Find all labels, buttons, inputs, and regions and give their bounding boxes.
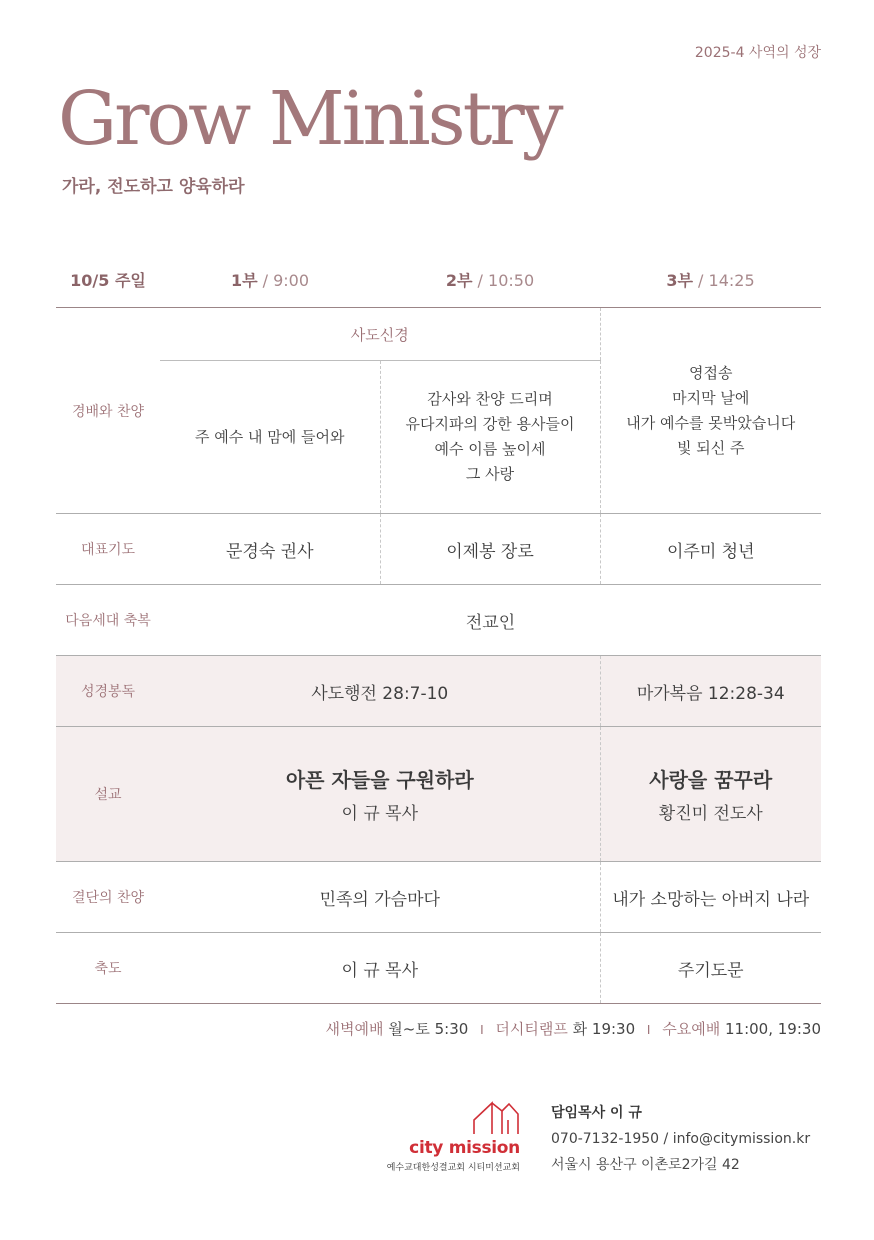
service-name: 새벽예배 (325, 1020, 384, 1038)
page-title: Grow Ministry (58, 76, 561, 162)
reading-s12: 사도행전 28:7-10 (160, 656, 600, 727)
worship-label: 경배와 찬양 (56, 308, 160, 514)
reading-s3: 마가복음 12:28-34 (600, 656, 821, 727)
response-s3: 내가 소망하는 아버지 나라 (600, 862, 821, 933)
response-label: 결단의 찬양 (56, 862, 160, 933)
page-subtitle: 가라, 전도하고 양육하라 (62, 177, 245, 197)
response-row (56, 862, 821, 933)
logo-subtitle: 예수교대한성결교회 시티미션교회 (386, 1163, 520, 1173)
church-building-icon (472, 1100, 524, 1136)
prayer-label: 대표기도 (56, 514, 160, 585)
sermon-title: 사랑을 꿈꾸라 (649, 768, 773, 792)
other-services (326, 1018, 821, 1039)
header-service-3: 3부 / 14:25 (600, 252, 821, 308)
header-service-1: 1부 / 9:00 (160, 252, 380, 308)
sermon-preacher: 황진미 전도사 (658, 804, 763, 824)
worship-song-s3: 영접송 마지막 날에 내가 예수를 못박았습니다 빛 되신 주 (600, 308, 821, 514)
service-name: 수요예배 (662, 1020, 721, 1038)
prayer-row (56, 514, 821, 585)
benediction-s12: 이 규 목사 (160, 933, 600, 1004)
worship-row (56, 308, 821, 361)
service-time: 월~토 5:30 (388, 1020, 469, 1038)
service-time: 화 19:30 (572, 1020, 636, 1038)
service-time: 11:00, 19:30 (725, 1020, 821, 1038)
blessing-value: 전교인 (160, 585, 821, 656)
phone-email: 070-7132-1950 / info@citymission.kr (551, 1131, 811, 1147)
worship-schedule-table (56, 252, 821, 1004)
reading-label: 성경봉독 (56, 656, 160, 727)
separator: I (480, 1023, 484, 1037)
benediction-s3: 주기도문 (600, 933, 821, 1004)
reading-row (56, 656, 821, 727)
address: 서울시 용산구 이촌로2가길 42 (551, 1157, 740, 1173)
logo-wordmark: city mission (409, 1138, 520, 1158)
worship-song-s2: 감사와 찬양 드리며 유다지파의 강한 용사들이 예수 이름 높이세 그 사랑 (380, 361, 600, 514)
creed-cell: 사도신경 (160, 308, 600, 361)
sermon-s12 (160, 727, 600, 862)
prayer-s1: 문경숙 권사 (160, 514, 380, 585)
benediction-label: 축도 (56, 933, 160, 1004)
sermon-row (56, 727, 821, 862)
response-s12: 민족의 가슴마다 (160, 862, 600, 933)
contact-info (551, 1100, 810, 1178)
issue-label: 2025-4 사역의 성장 (694, 45, 821, 61)
senior-pastor: 담임목사 이 규 (551, 1105, 642, 1121)
sermon-preacher: 이 규 목사 (341, 804, 418, 824)
sermon-label: 설교 (56, 727, 160, 862)
church-logo (360, 1098, 520, 1178)
schedule-header-row (56, 252, 821, 308)
separator: I (646, 1023, 651, 1037)
sermon-title: 아픈 자들을 구원하라 (285, 768, 474, 792)
sermon-s3 (600, 727, 821, 862)
blessing-row (56, 585, 821, 656)
header-date: 10/5 주일 (56, 252, 160, 308)
benediction-row (56, 933, 821, 1004)
worship-song-s1: 주 예수 내 맘에 들어와 (160, 361, 380, 514)
header-service-2: 2부 / 10:50 (380, 252, 600, 308)
prayer-s2: 이제봉 장로 (380, 514, 600, 585)
prayer-s3: 이주미 청년 (600, 514, 821, 585)
blessing-label: 다음세대 축복 (56, 585, 160, 656)
service-name: 더시티램프 (495, 1020, 568, 1038)
